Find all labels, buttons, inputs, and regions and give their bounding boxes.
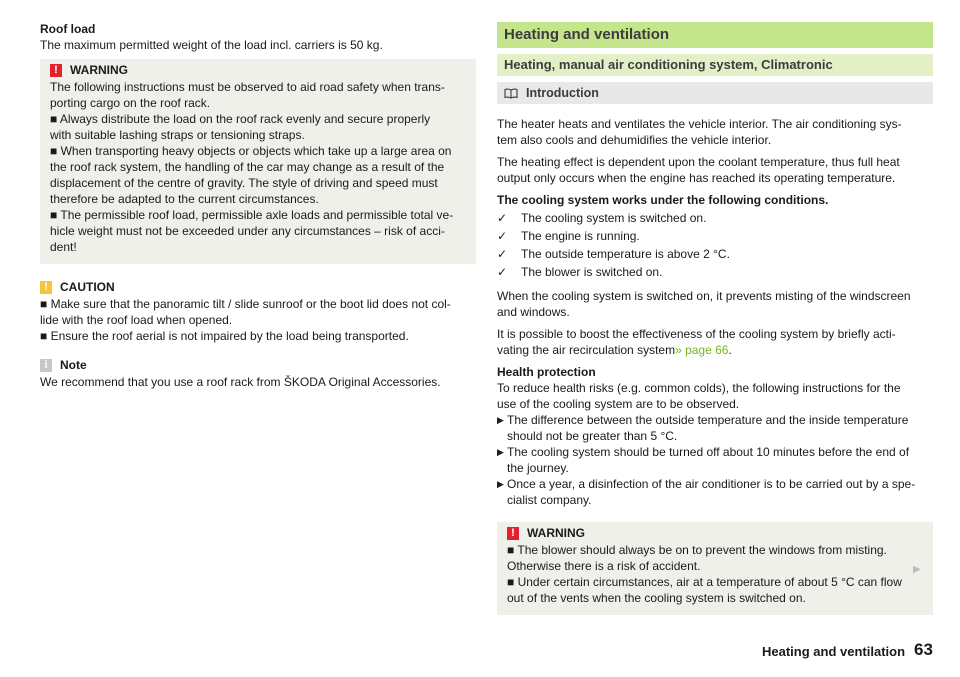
text-line: the journey.: [507, 461, 569, 475]
arrow-icon: ▶: [497, 415, 504, 425]
text-line: It is possible to boost the effectiveness of the cooling system by briefly acti-: [497, 327, 896, 341]
warning-label: WARNING: [70, 63, 128, 77]
caution-line: lide with the roof load when opened.: [40, 313, 233, 327]
check-icon: ✓: [497, 247, 508, 261]
health-title: Health protection: [497, 365, 596, 379]
warning-line: therefore be adapted to the current circumstances.: [50, 192, 319, 206]
continue-arrow-icon: ▶: [913, 564, 921, 575]
paragraph: [497, 288, 933, 320]
text-line: When the cooling system is switched on, it prevents misting of the windscreen: [497, 289, 911, 303]
subsection-heading: [497, 82, 933, 104]
warning-icon: !: [507, 527, 519, 540]
check-icon: ✓: [497, 211, 508, 225]
warning-line: The following instructions must be observed to aid road safety when trans-: [50, 80, 445, 94]
conditions-list: [497, 210, 933, 282]
warning-icon: !: [50, 64, 62, 77]
check-icon: ✓: [497, 229, 508, 243]
warning-line: ■ Under certain circumstances, air at a temperature of about 5 °C can flow: [507, 575, 902, 589]
warning-line: displacement of the centre of gravity. The style of driving and speed must: [50, 176, 438, 190]
note-label: Note: [60, 358, 87, 372]
paragraph: [497, 116, 933, 148]
warning-box: [497, 522, 933, 615]
roof-load-title: Roof load: [40, 22, 96, 36]
text-line: Once a year, a disinfection of the air conditioner is to be carried out by a spe-: [507, 477, 916, 491]
warning-line: ■ The permissible roof load, permissible axle loads and permissible total ve-: [50, 208, 454, 222]
text-line: and windows.: [497, 305, 570, 319]
text-line: The heating effect is dependent upon the coolant temperature, thus full heat: [497, 155, 900, 169]
text-line: use of the cooling system are to be observed.: [497, 397, 740, 411]
condition-text: The blower is switched on.: [521, 265, 663, 279]
warning-line: dent!: [50, 240, 77, 254]
book-icon: [504, 88, 518, 99]
list-item: [497, 246, 933, 264]
warning-line: hicle weight must not be exceeded under any circumstances – risk of acci-: [50, 224, 445, 238]
health-protection: [497, 364, 933, 508]
text-line: output only occurs when the engine has reached its operating temperature.: [497, 171, 896, 185]
note-header: [40, 356, 476, 374]
list-item: [497, 210, 933, 228]
warning-text: [497, 542, 933, 615]
warning-line: ■ The blower should always be on to prevent the windows from misting.: [507, 543, 887, 557]
arrow-icon: ▶: [497, 479, 504, 489]
paragraph: [497, 154, 933, 186]
page-link[interactable]: » page 66: [675, 343, 729, 357]
footer-chapter-title: Heating and ventilation: [762, 644, 906, 659]
list-item: [497, 264, 933, 282]
text-span: .: [728, 343, 732, 357]
caution-icon: !: [40, 281, 52, 294]
list-item: [497, 476, 933, 508]
caution-line: ■ Ensure the roof aerial is not impaired by the load being transported.: [40, 329, 409, 343]
chapter-heading: Heating and ventilation: [497, 22, 933, 48]
paragraph: [497, 326, 933, 358]
condition-text: The outside temperature is above 2 °C.: [521, 247, 730, 261]
text-line: should not be greater than 5 °C.: [507, 429, 678, 443]
text-line: To reduce health risks (e.g. common colds), the following instructions for the: [497, 381, 901, 395]
warning-line: porting cargo on the roof rack.: [50, 96, 211, 110]
introduction-label: Introduction: [526, 86, 599, 100]
text-line: The heater heats and ventilates the vehicle interior. The air conditioning sys-: [497, 117, 902, 131]
conditions-title: The cooling system works under the following conditions.: [497, 193, 829, 207]
section-heading: Heating, manual air conditioning system, Climatronic: [497, 54, 933, 76]
warning-box: [40, 59, 476, 264]
list-item: [497, 444, 933, 476]
caution-text: [40, 296, 476, 344]
roof-load-text: The maximum permitted weight of the load incl. carriers is 50 kg.: [40, 38, 383, 52]
text-line: [497, 342, 933, 358]
warning-line: ■ When transporting heavy objects or objects which take up a large area on: [50, 144, 452, 158]
note-text: We recommend that you use a roof rack from ŠKODA Original Accessories.: [40, 375, 441, 389]
check-icon: ✓: [497, 265, 508, 279]
caution-line: ■ Make sure that the panoramic tilt / slide sunroof or the boot lid does not col-: [40, 297, 451, 311]
text-line: The difference between the outside temperature and the inside temperature: [507, 413, 909, 427]
list-item: [497, 412, 933, 444]
warning-line: with suitable lashing straps or tensioning straps.: [50, 128, 305, 142]
condition-text: The cooling system is switched on.: [521, 211, 707, 225]
left-column: [40, 0, 476, 390]
warning-line: out of the vents when the cooling system is switched on.: [507, 591, 806, 605]
warning-line: Otherwise there is a risk of accident.: [507, 559, 701, 573]
text-line: cialist company.: [507, 493, 592, 507]
warning-line: ■ Always distribute the load on the roof rack evenly and secure properly: [50, 112, 431, 126]
list-item: [497, 228, 933, 246]
info-icon: i: [40, 359, 52, 372]
text-line: tem also cools and dehumidifies the vehicle interior.: [497, 133, 772, 147]
text-span: vating the air recirculation system: [497, 343, 676, 357]
warning-label: WARNING: [527, 526, 585, 540]
arrow-icon: ▶: [497, 447, 504, 457]
warning-text: [40, 79, 476, 264]
caution-header: [40, 278, 476, 296]
right-column: [497, 0, 933, 615]
condition-text: The engine is running.: [521, 229, 640, 243]
text-line: The cooling system should be turned off about 10 minutes before the end of: [507, 445, 910, 459]
warning-line: the roof rack system, the handling of the car may change as a result of the: [50, 160, 445, 174]
page-number: 63: [914, 640, 933, 659]
caution-label: CAUTION: [60, 280, 115, 294]
